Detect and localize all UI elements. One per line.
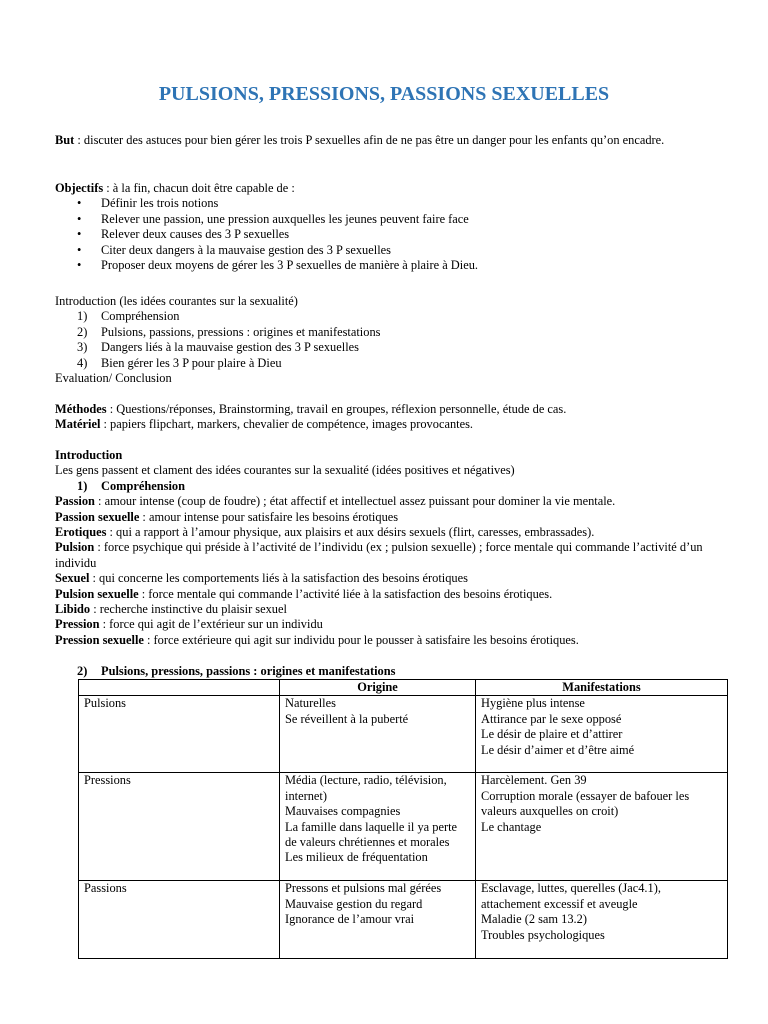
list-item: • Définir les trois notions — [55, 196, 727, 211]
but-text: : discuter des astuces pour bien gérer les trois P sexuelles afin de ne pas être un danger pour les enfants qu’on encadre. — [74, 133, 665, 147]
definition-item: Pression : force qui agit de l’extérieur sur un individu — [55, 617, 323, 632]
introduction-text: Les gens passent et clament des idées courantes sur la sexualité (idées positives et négatives) — [55, 463, 515, 478]
but-label: But — [55, 133, 75, 147]
list-item: 4) Bien gérer les 3 P pour plaire à Dieu — [77, 355, 282, 370]
table-cell: Passions — [79, 881, 280, 959]
materiel-label: Matériel — [55, 417, 101, 432]
section1-heading: 1) Compréhension — [77, 478, 185, 493]
definition-item: Pulsion sexuelle : force mentale qui commande l’activité liée à la satisfaction des besoins érotiques. — [55, 586, 553, 601]
methods-section — [55, 402, 727, 433]
definition-item: Sexuel : qui concerne les comportements liés à la satisfaction des besoins érotiques — [55, 571, 468, 586]
list-item: 3) Dangers liés à la mauvaise gestion des 3 P sexuelles — [77, 340, 359, 355]
table-header-row — [79, 680, 728, 696]
list-item: • Proposer deux moyens de gérer les 3 P sexuelles de manière à plaire à Dieu. — [55, 258, 727, 273]
definition-item: Passion sexuelle : amour intense pour satisfaire les besoins érotiques — [55, 509, 399, 524]
materiel-text: : papiers flipchart, markers, chevalier de compétence, images provocantes. — [100, 417, 473, 432]
table-row — [79, 773, 728, 881]
origins-table — [78, 679, 728, 959]
list-item: • Relever deux causes des 3 P sexuelles — [55, 227, 727, 242]
table-cell: Pulsions — [79, 696, 280, 773]
table-header-cell: Origine — [280, 680, 476, 696]
section2-heading: 2) Pulsions, pressions, passions : origines et manifestations — [77, 664, 396, 678]
table-cell: Esclavage, luttes, querelles (Jac4.1), attachement excessif et aveugle Maladie (2 sam 13.2) Troubles psychologiques — [476, 881, 728, 959]
list-item: • Relever une passion, une pression auxquelles les jeunes peuvent faire face — [55, 212, 727, 227]
page-title: PULSIONS, PRESSIONS, PASSIONS SEXUELLES — [158, 83, 610, 105]
definitions-list — [55, 494, 727, 648]
introduction-section — [55, 448, 727, 648]
objectifs-label: Objectifs — [55, 181, 104, 195]
definition-item: Erotiques : qui a rapport à l’amour physique, aux plaisirs et aux désirs sexuels (flirt, caresses, embrassades). — [55, 525, 595, 540]
objectifs-list — [55, 196, 727, 273]
definition-item: Pulsion : force psychique qui préside à l’activité de l’individu (ex ; pulsion sexuelle) ; force mentale qui commande l’activité d’un individu — [55, 540, 703, 570]
plan-intro: Introduction (les idées courantes sur la sexualité) — [55, 294, 298, 308]
but-paragraph — [55, 133, 727, 148]
list-item: 1) Compréhension — [77, 309, 180, 324]
table-cell: Média (lecture, radio, télévision, internet) Mauvaises compagnies La famille dans laquelle il ya perte de valeurs chrétiennes et morales Les milieux de fréquentation — [280, 773, 476, 881]
list-item: 2) Pulsions, passions, pressions : origines et manifestations — [77, 324, 381, 339]
table-cell: Naturelles Se réveillent à la puberté — [280, 696, 476, 773]
section2-heading-block — [55, 664, 727, 679]
table-header-cell — [79, 680, 280, 696]
plan-section — [55, 294, 727, 386]
methodes-text: : Questions/réponses, Brainstorming, travail en groupes, réflexion personnelle, étude de cas. — [106, 402, 567, 416]
table-cell: Pressions — [79, 773, 280, 881]
objectifs-text: : à la fin, chacun doit être capable de : — [103, 181, 295, 195]
methodes-label: Méthodes — [55, 402, 107, 416]
objectifs-section — [55, 181, 727, 273]
table-row — [79, 881, 728, 959]
table-cell: Harcèlement. Gen 39 Corruption morale (essayer de bafouer les valeurs auxquelles on croit) Le chantage — [476, 773, 728, 881]
table-row — [79, 696, 728, 773]
definition-item: Passion : amour intense (coup de foudre) ; état affectif et intellectuel assez puissant pour dominer la vie mentale. — [55, 494, 616, 509]
list-item: • Citer deux dangers à la mauvaise gestion des 3 P sexuelles — [55, 243, 727, 258]
plan-list — [55, 309, 727, 371]
introduction-heading: Introduction — [55, 448, 123, 462]
definition-item: Libido : recherche instinctive du plaisir sexuel — [55, 602, 287, 617]
table-cell: Hygiène plus intense Attirance par le sexe opposé Le désir de plaire et d’attirer Le désir d’aimer et d’être aimé — [476, 696, 728, 773]
table-header-cell: Manifestations — [476, 680, 728, 696]
plan-conclusion: Evaluation/ Conclusion — [55, 371, 172, 386]
table-cell: Pressons et pulsions mal gérées Mauvaise gestion du regard Ignorance de l’amour vrai — [280, 881, 476, 959]
definition-item: Pression sexuelle : force extérieure qui agit sur individu pour le pousser à satisfaire les besoins érotiques. — [55, 632, 579, 647]
